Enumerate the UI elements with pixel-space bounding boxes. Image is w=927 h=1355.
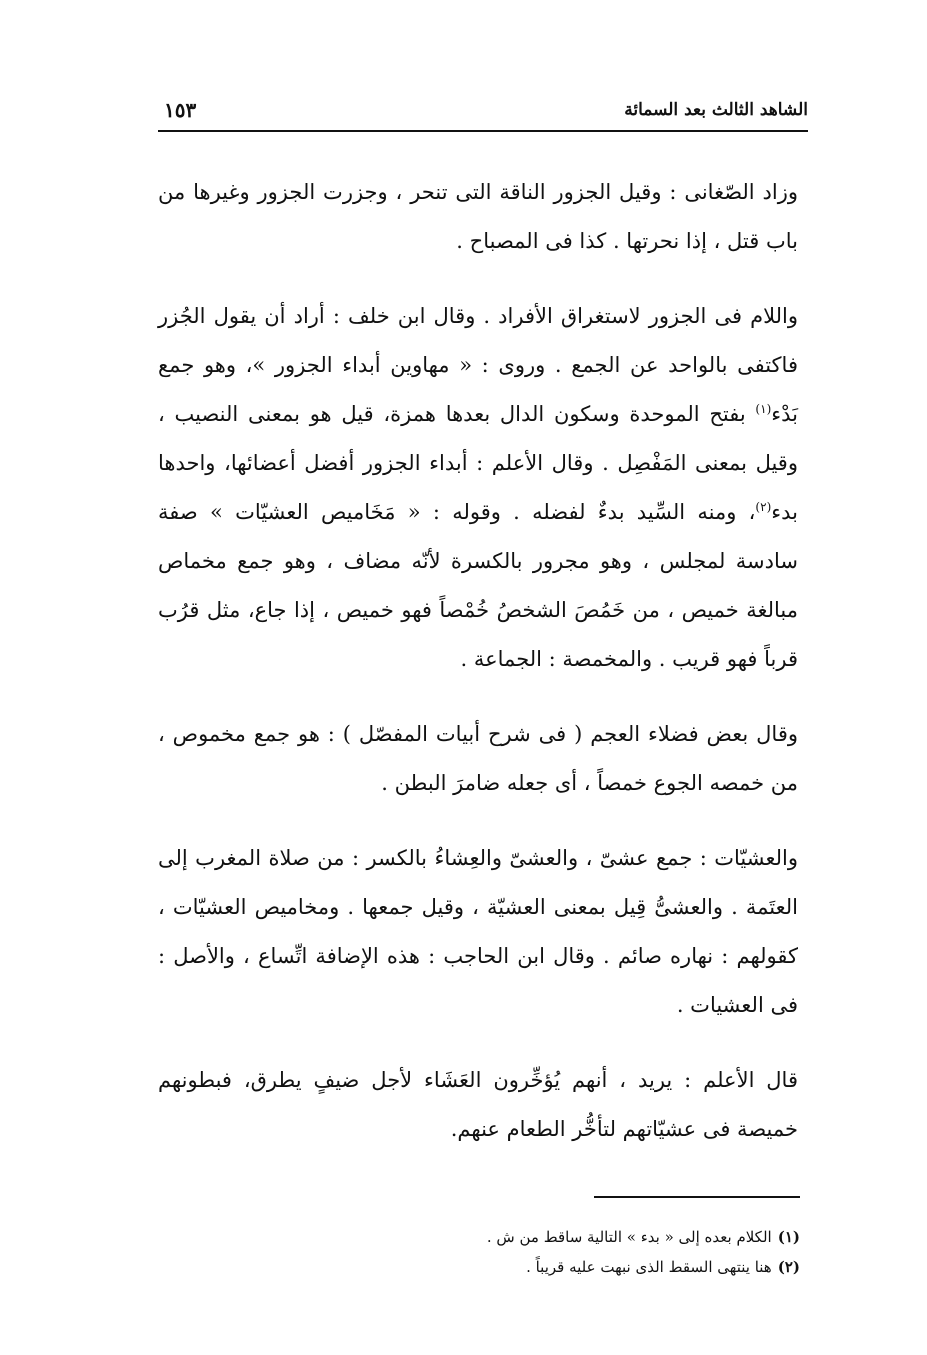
paragraph-text: وزاد الصّغانى : وقيل الجزور الناقة التى تنحر ، وجزرت الجزور وغيرها من باب قتل ، إذا نحرتها . كذا فى المصباح . (158, 180, 798, 253)
paragraph-2 (158, 292, 798, 684)
main-text (158, 168, 798, 1180)
paragraph-segment: بفتح الموحدة وسكون الدال بعدها همزة، قيل هو بمعنى النصيب ، وقيل بمعنى المَفْصِل . وقال الأعلم : أبداء الجزور أفضل أعضائها، واحدها بدء (158, 402, 798, 524)
footnotes (380, 1222, 800, 1282)
footnote-2 (380, 1252, 800, 1282)
footnote-1 (380, 1222, 800, 1252)
paragraph-text: قال الأعلم : يريد ، أنهم يُؤخِّرون العَشَاء لأجل ضيفٍ يطرق، فبطونهم خميصة فى عشيّاتهم لتأخُّر الطعام عنهم. (158, 1068, 798, 1141)
paragraph-4 (158, 834, 798, 1030)
footnote-number: (١) (777, 1228, 800, 1246)
paragraph-segment: واللام فى الجزور لاستغراق الأفراد . وقال ابن خلف : أراد أن يقول الجُزر فاكتفى بالواحد عن الجمع . وروى : « مهاوين أبداء الجزور »، وهو جمع بَدْء (158, 304, 798, 426)
paragraph-3 (158, 710, 798, 808)
footnote-text: هنا ينتهى السقط الذى نبهت عليه قريباً . (526, 1258, 772, 1276)
paragraph-text: وقال بعض فضلاء العجم ( فى شرح أبيات المفصّل ) : هو جمع مخموص ، من خمصه الجوع خمصاً ، أى جعله ضامرَ البطن . (158, 722, 798, 795)
footnote-text: الكلام بعده إلى « بدء » التالية ساقط من ش . (486, 1228, 772, 1246)
paragraph-1 (158, 168, 798, 266)
page-header (158, 92, 808, 132)
paragraph-5 (158, 1056, 798, 1154)
paragraph-segment: ، ومنه السِّيد بدءٌ لفضله . وقوله : « مَخَاميص العشيّات » صفة سادسة لمجلس ، وهو مجرور بالكسرة لأنّه مضاف ، وهو جمع مخماص مبالغة خميص ، من خَمُصَ الشخصُ خُمْصاً فهو خميص ، إذا جاع، مثل قرُب قرباً فهو قريب . والمخمصة : الجماعة . (158, 500, 798, 671)
running-title: الشاهد الثالث بعد السمائة (624, 100, 808, 120)
footnote-ref-2: (٢) (755, 500, 772, 514)
footnote-ref-1: (١) (755, 402, 772, 416)
footnote-divider (594, 1196, 800, 1198)
paragraph-text (158, 292, 798, 684)
footnote-number: (٢) (777, 1258, 800, 1276)
paragraph-text: والعشيّات : جمع عشىّ ، والعشىّ والعِشاءُ بالكسر : من صلاة المغرب إلى العتَمة . والعشىُّ قِيل بمعنى العشيّة ، وقيل جمعها . ومخاميص العشيّات ، كقولهم : نهاره صائم . وقال ابن الحاجب : هذه الإضافة اتِّساع ، والأصل : فى العشيات . (158, 846, 798, 1017)
page-number: ١٥٣ (164, 98, 197, 122)
